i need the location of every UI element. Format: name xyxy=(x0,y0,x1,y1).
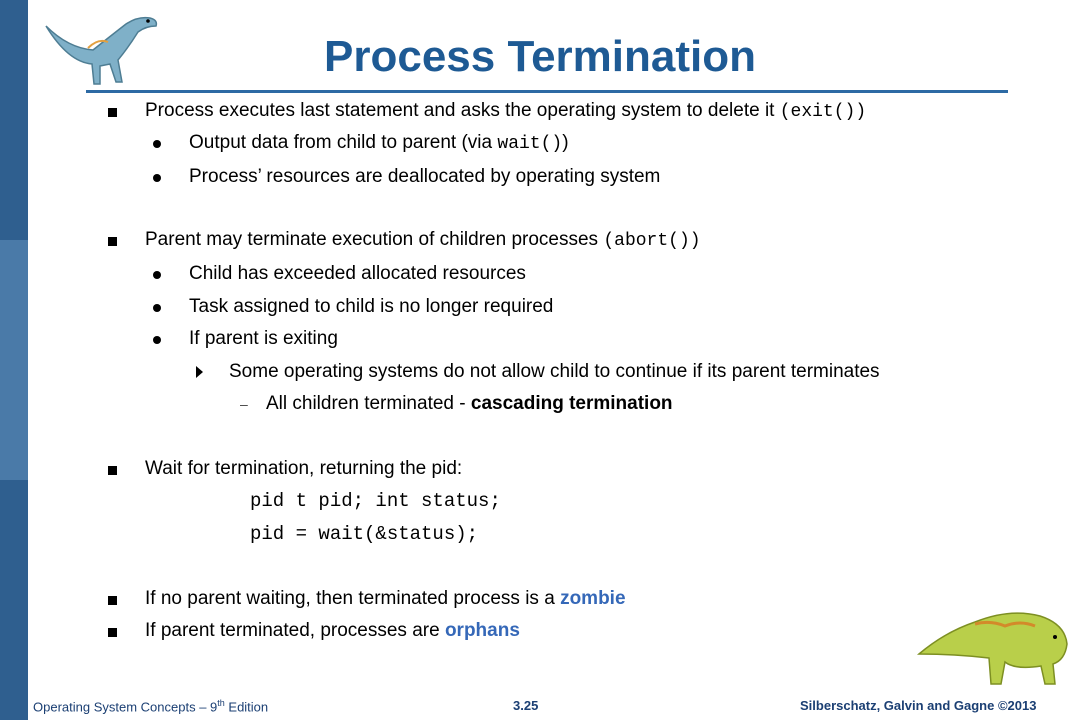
square-bullet-icon xyxy=(108,466,117,475)
square-bullet-icon xyxy=(108,628,117,637)
slide-title: Process Termination xyxy=(324,32,756,81)
dash-bullet-icon: – xyxy=(240,396,248,412)
footer-authors: Silberschatz, Galvin and Gagne ©2013 xyxy=(800,698,1037,713)
code-line: pid t pid; int status; xyxy=(250,490,501,512)
square-bullet-icon xyxy=(108,108,117,117)
dinosaur-logo-icon xyxy=(915,592,1073,692)
bullet-text: If parent terminated, processes are orphans xyxy=(145,620,520,641)
bullet-text: Process’ resources are deallocated by operating system xyxy=(189,166,661,187)
round-bullet-icon xyxy=(153,304,161,312)
bullet-text: Process executes last statement and asks the operating system to delete it (exit()) xyxy=(145,100,867,122)
bullet-text: Parent may terminate execution of children processes (abort()) xyxy=(145,229,701,251)
bullet-text: All children terminated - cascading termination xyxy=(266,393,673,414)
footer-page-number: 3.25 xyxy=(513,698,539,713)
left-sidebar-bar xyxy=(0,0,28,720)
sidebar-segment xyxy=(0,480,28,720)
title-divider xyxy=(86,90,1008,93)
code-line: pid = wait(&status); xyxy=(250,523,479,545)
bullet-text: Task assigned to child is no longer required xyxy=(189,296,554,317)
footer-book-title: Operating System Concepts – 9th Edition xyxy=(33,698,269,715)
round-bullet-icon xyxy=(153,140,161,148)
triangle-bullet-icon xyxy=(196,366,203,378)
square-bullet-icon xyxy=(108,237,117,246)
bullet-text: If parent is exiting xyxy=(189,328,338,349)
bullet-text: If no parent waiting, then terminated process is a zombie xyxy=(145,588,626,609)
round-bullet-icon xyxy=(153,271,161,279)
bullet-text: Child has exceeded allocated resources xyxy=(189,263,526,284)
bullet-text: Some operating systems do not allow child to continue if its parent terminates xyxy=(229,361,880,382)
sidebar-segment xyxy=(0,240,28,480)
round-bullet-icon xyxy=(153,174,161,182)
bullet-text: Wait for termination, returning the pid: xyxy=(145,458,463,479)
round-bullet-icon xyxy=(153,336,161,344)
square-bullet-icon xyxy=(108,596,117,605)
bullet-text: Output data from child to parent (via wait()) xyxy=(189,132,569,154)
